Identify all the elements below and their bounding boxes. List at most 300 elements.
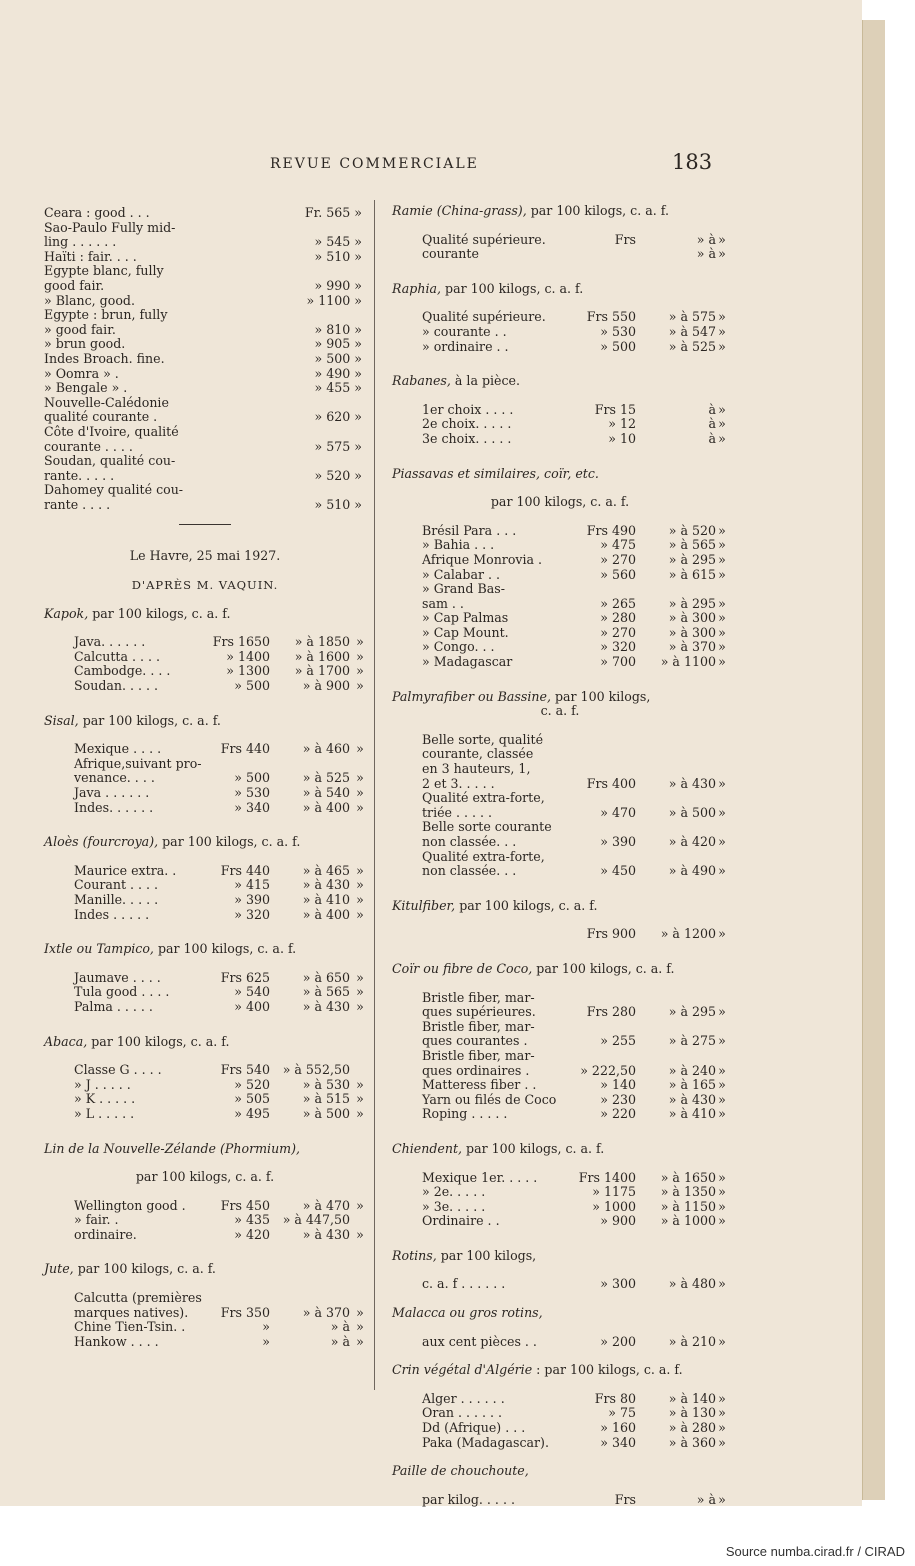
price-from: » 520 <box>234 1076 270 1092</box>
section-unit: par 100 kilogs, c. a. f. <box>82 712 221 728</box>
price-row <box>44 893 366 908</box>
price-row <box>392 1049 728 1064</box>
section-unit: par 100 kilogs, c. a. f. <box>466 1140 605 1156</box>
section-name: Kapok, <box>44 605 89 621</box>
price-to: » à <box>330 1333 350 1349</box>
product-name: Hankow . . . . <box>74 1334 159 1349</box>
price-from: Frs 550 <box>586 309 636 325</box>
price-end: » <box>718 595 726 611</box>
price-row <box>44 1063 366 1078</box>
section-unit: : par 100 kilogs, c. a. f. <box>536 1362 683 1378</box>
product-name: Oran . . . . . . <box>422 1406 503 1421</box>
price-row <box>44 206 366 221</box>
spacer <box>392 1378 728 1392</box>
price-to: » à 575 <box>668 309 716 325</box>
product-name: » Calabar . . <box>422 567 500 582</box>
section-name: Kitulfiber, <box>392 897 456 913</box>
product-name: Egypte : brun, fully <box>44 308 168 323</box>
price-to: » à 500 <box>302 1105 350 1121</box>
price-to: » à 530 <box>302 1076 350 1092</box>
spacer <box>392 219 728 233</box>
price-from: » 415 <box>234 877 270 893</box>
section-heading <box>44 1035 366 1050</box>
price-to: » à 400 <box>302 906 350 922</box>
product-name: par kilog. . . . . <box>422 1492 515 1507</box>
price-to: » à 400 <box>302 799 350 815</box>
product-name: » 3e. . . . . <box>422 1199 486 1214</box>
place-date: Le Havre, 25 mai 1927. <box>129 548 281 564</box>
price-row <box>44 1335 366 1350</box>
product-name: » J . . . . . <box>74 1077 131 1092</box>
price-from: » 700 <box>600 654 636 670</box>
section-heading <box>392 1306 728 1321</box>
price-end: » <box>356 1304 364 1320</box>
section-name: Malacca ou gros rotins, <box>392 1305 543 1321</box>
section-ramie <box>392 204 728 262</box>
price-end: » <box>718 522 726 538</box>
price-value: » 500 » <box>314 350 362 366</box>
product-name: Chine Tien-Tsin. . <box>74 1320 186 1335</box>
section-name: Aloès (fourcroya), <box>44 834 159 850</box>
spacer <box>44 1156 366 1170</box>
price-to: » à <box>696 1491 716 1507</box>
price-from: » 1400 <box>226 648 270 664</box>
price-end: » <box>718 1091 726 1107</box>
price-row <box>392 568 728 583</box>
price-end: » <box>718 804 726 820</box>
price-value: Fr. 565 » <box>304 205 362 220</box>
product-name: Courant . . . . <box>74 878 159 893</box>
price-end: » <box>356 1319 364 1335</box>
price-row <box>392 1277 728 1292</box>
product-name: Soudan, qualité cou- <box>44 454 176 469</box>
price-row <box>392 733 728 748</box>
price-end: » <box>356 648 364 664</box>
product-name: Qualité extra-forte, <box>422 849 545 864</box>
spacer <box>392 719 728 733</box>
product-name: 2 et 3. . . . . <box>422 776 495 791</box>
price-to: » à 1600 <box>294 648 350 664</box>
price-end: » <box>718 1198 726 1214</box>
section-name-2: (Phormium), <box>220 1140 301 1156</box>
price-end: » <box>718 246 726 262</box>
product-name: ling . . . . . . <box>44 235 117 250</box>
product-name: Egypte blanc, fully <box>44 264 164 279</box>
product-name: non classée. . . <box>422 864 517 879</box>
product-name: Paka (Madagascar). <box>422 1435 549 1450</box>
price-row <box>392 762 728 777</box>
section-heading <box>392 1464 728 1479</box>
section-crin <box>392 1363 728 1450</box>
price-row <box>44 498 366 513</box>
product-name: Haïti : fair. . . . <box>44 249 137 264</box>
price-from: » 12 <box>608 416 636 432</box>
price-end: » <box>718 231 726 247</box>
price-row <box>392 806 728 821</box>
price-to: » à 1150 <box>660 1198 716 1214</box>
price-from: » 200 <box>600 1333 636 1349</box>
price-from: » 500 <box>234 678 270 694</box>
spacer <box>392 1157 728 1171</box>
price-row <box>392 1171 728 1186</box>
section-chiendent <box>392 1142 728 1229</box>
section-kitul <box>392 899 728 942</box>
price-from: » 75 <box>608 1405 636 1421</box>
price-row <box>392 1436 728 1451</box>
section-unit: par 100 kilogs, c. a. f. <box>459 897 598 913</box>
section-aloes <box>44 835 366 922</box>
product-name: qualité courante . <box>44 410 158 425</box>
price-row <box>44 1000 366 1015</box>
price-end: » <box>718 1390 726 1406</box>
product-name: 3e choix. . . . . <box>422 431 512 446</box>
price-end: » <box>356 799 364 815</box>
price-to: à <box>708 416 716 432</box>
section-palmyra <box>392 690 728 879</box>
section-heading <box>44 714 366 729</box>
price-end: » <box>718 1077 726 1093</box>
price-row <box>44 1228 366 1243</box>
price-row <box>44 1213 366 1228</box>
price-value: » 810 » <box>314 321 362 337</box>
price-end: » <box>356 1105 364 1121</box>
price-row <box>44 279 366 294</box>
price-end: » <box>718 416 726 432</box>
price-row <box>392 927 728 942</box>
price-end: » <box>718 430 726 446</box>
price-row <box>392 553 728 568</box>
section-heading <box>44 1142 366 1157</box>
price-from: » 320 <box>600 639 636 655</box>
price-end: » <box>718 1062 726 1078</box>
price-end: » <box>356 862 364 878</box>
price-row <box>44 235 366 250</box>
running-header <box>0 150 862 180</box>
price-row <box>392 655 728 670</box>
price-row <box>44 1199 366 1214</box>
price-row <box>44 308 366 323</box>
price-end: » <box>718 1106 726 1122</box>
price-from: » 560 <box>600 566 636 582</box>
section-kapok <box>44 607 366 694</box>
price-row <box>44 679 366 694</box>
price-to: » à 370 <box>302 1304 350 1320</box>
price-row <box>392 1185 728 1200</box>
price-row <box>44 337 366 352</box>
product-name: Brésil Para . . . <box>422 523 517 538</box>
product-name: Indes. . . . . . <box>74 800 154 815</box>
section-abaca <box>44 1035 366 1122</box>
price-row <box>392 850 728 865</box>
price-value: » 490 » <box>314 365 362 381</box>
product-name: Belle sorte, qualité <box>422 732 544 747</box>
price-from: » 160 <box>600 1420 636 1436</box>
spacer <box>392 977 728 991</box>
price-end: » <box>718 1420 726 1436</box>
price-end: » <box>356 785 364 800</box>
price-end: » <box>718 551 726 567</box>
product-name: » ordinaire . . <box>422 339 509 354</box>
section-unit: par 100 kilogs, c. a. f. <box>162 834 301 850</box>
price-from: Frs 15 <box>594 401 636 417</box>
price-from: » 500 <box>234 770 270 786</box>
price-from: » 300 <box>600 1276 636 1292</box>
product-name: Qualité extra-forte, <box>422 791 545 806</box>
price-value: » 1100 » <box>306 292 362 308</box>
product-name: 1er choix . . . . <box>422 402 514 417</box>
product-name: Ordinaire . . <box>422 1214 500 1229</box>
price-row <box>44 483 366 498</box>
price-row <box>44 908 366 923</box>
product-name: Mexique . . . . <box>74 742 162 757</box>
price-from: » 280 <box>600 610 636 626</box>
price-to: » à 410 <box>668 1106 716 1122</box>
price-to: » à 565 <box>668 537 716 553</box>
price-to: » à 275 <box>668 1033 716 1049</box>
price-row <box>392 582 728 597</box>
section-name: Ramie <box>392 203 433 218</box>
price-to: » à 420 <box>668 834 716 849</box>
price-row <box>392 777 728 792</box>
price-row <box>392 524 728 539</box>
price-row <box>44 1320 366 1335</box>
price-end: » <box>718 834 726 849</box>
spacer <box>44 1049 366 1063</box>
price-end: » <box>356 891 364 907</box>
price-row <box>392 1406 728 1421</box>
product-name: Maurice extra. . <box>74 863 177 878</box>
price-row <box>392 538 728 553</box>
price-from: Frs 400 <box>586 775 636 791</box>
price-to: » à 500 <box>668 804 716 820</box>
price-to: » à 1100 <box>660 654 716 670</box>
section-unit: par 100 kilogs, c. a. f. <box>157 941 297 957</box>
price-from: » 900 <box>600 1213 636 1229</box>
price-from: Frs 625 <box>220 969 270 985</box>
price-from: » 390 <box>234 891 270 907</box>
price-row <box>392 791 728 806</box>
price-end: » <box>718 624 726 640</box>
product-name: Bristle fiber, mar- <box>422 990 535 1005</box>
price-row <box>44 742 366 757</box>
price-row <box>392 403 728 418</box>
price-from: » 270 <box>600 551 636 567</box>
price-row <box>44 971 366 986</box>
price-end: » <box>718 639 726 655</box>
price-end: » <box>718 863 726 879</box>
section-sisal <box>44 714 366 816</box>
price-to: à <box>708 401 716 417</box>
price-from: Frs 440 <box>220 741 270 757</box>
price-to: » à 615 <box>668 566 716 582</box>
product-name: Manille. . . . . <box>74 892 159 907</box>
section-heading <box>44 835 366 850</box>
price-value: » 990 » <box>314 277 362 293</box>
price-to: » à 460 <box>302 741 350 757</box>
price-end: » <box>356 969 364 985</box>
price-to: » à 480 <box>668 1276 716 1292</box>
price-row <box>44 1291 366 1306</box>
spacer <box>44 728 366 742</box>
price-to: » à 430 <box>668 1091 716 1107</box>
price-row <box>44 635 366 650</box>
product-name: » Cap Palmas <box>422 611 509 626</box>
section-name: Jute, <box>44 1261 74 1277</box>
product-name: Matteress fiber . . <box>422 1078 537 1093</box>
section-rotins <box>392 1249 728 1292</box>
section-name: Ixtle ou Tampico, <box>44 941 154 957</box>
section-heading <box>44 1262 366 1277</box>
price-end: » <box>718 401 726 417</box>
price-to: » à 430 <box>302 1226 350 1242</box>
product-name: venance. . . . <box>74 771 155 786</box>
section-name: Palmyrafiber ou Bassine, <box>392 688 551 704</box>
price-to: » à 280 <box>668 1420 716 1436</box>
product-name: Wellington good . <box>74 1198 186 1213</box>
price-from: Frs 540 <box>220 1062 270 1078</box>
price-row <box>44 1306 366 1321</box>
section-name: Coïr ou fibre de Coco, <box>392 960 533 976</box>
section-heading <box>392 899 728 914</box>
product-name: » Bahia . . . <box>422 538 495 553</box>
price-from: » 340 <box>234 799 270 815</box>
section-unit: par 100 kilogs, c. a. f. <box>530 203 669 218</box>
section-heading <box>392 282 728 297</box>
price-to: » à 430 <box>302 998 350 1014</box>
price-to: » à 565 <box>302 984 350 1000</box>
price-from: » 1000 <box>592 1198 636 1214</box>
price-end: » <box>718 1169 726 1185</box>
product-name: ordinaire. <box>74 1227 137 1242</box>
section-name: Paille de chouchoute, <box>392 1463 529 1479</box>
price-row <box>392 747 728 762</box>
product-name: ques ordinaires . <box>422 1063 530 1078</box>
price-to: » à 410 <box>302 891 350 907</box>
price-row <box>392 1020 728 1035</box>
section-name: Rotins, <box>392 1247 437 1263</box>
price-row <box>392 1200 728 1215</box>
product-name: sam . . <box>422 596 464 611</box>
price-end: » <box>718 610 726 626</box>
price-end: » <box>356 663 364 679</box>
price-to: » à 300 <box>668 624 716 640</box>
price-value: » 510 » <box>314 248 362 264</box>
product-name: en 3 hauteurs, 1, <box>422 762 531 777</box>
product-name: courante <box>422 247 479 262</box>
page-edge <box>862 20 885 1500</box>
section-paille <box>392 1464 728 1507</box>
section-piassavas <box>392 467 728 670</box>
price-to: » à 540 <box>302 785 350 800</box>
price-from: » 1300 <box>226 663 270 679</box>
product-name: aux cent pièces . . <box>422 1334 537 1349</box>
price-row <box>44 985 366 1000</box>
price-from: Frs <box>614 1491 636 1507</box>
price-end: » <box>718 1491 726 1507</box>
price-end: » <box>718 1434 726 1450</box>
price-from: » 265 <box>600 595 636 611</box>
section-unit: par 100 kilogs, c. a. f. <box>77 1261 216 1277</box>
product-name: Indes Broach. fine. <box>44 351 165 366</box>
section-unit: par 100 kilogs, c. a. f. <box>135 1169 275 1185</box>
price-from: » 530 <box>600 323 636 339</box>
product-name: Mexique 1er. . . . . <box>422 1170 538 1185</box>
product-name: Côte d'Ivoire, qualité <box>44 424 179 439</box>
product-name: Afrique,suivant pro- <box>74 756 202 771</box>
product-name: c. a. f . . . . . . <box>422 1277 506 1292</box>
price-to: » à 295 <box>668 595 716 611</box>
price-from: » 540 <box>234 984 270 1000</box>
price-to: à <box>708 430 716 446</box>
price-to: » à 1850 <box>294 634 350 650</box>
price-to: » à 360 <box>668 1434 716 1450</box>
section-heading <box>392 374 728 389</box>
section-name: Rabanes, <box>392 373 451 389</box>
price-from: » 340 <box>600 1434 636 1450</box>
product-name: Belle sorte courante <box>422 820 552 835</box>
price-end: » <box>356 906 364 922</box>
price-row <box>44 367 366 382</box>
price-to: » à <box>696 246 716 262</box>
section-name: Sisal, <box>44 712 79 728</box>
price-row <box>44 786 366 801</box>
price-to: » à 515 <box>302 1091 350 1107</box>
section-name: Chiendent, <box>392 1140 463 1156</box>
product-name: Java. . . . . . <box>74 635 146 650</box>
price-row <box>392 1107 728 1122</box>
price-row <box>44 864 366 879</box>
product-name: Palma . . . . . <box>74 999 153 1014</box>
price-to: » à 552,50 <box>282 1062 350 1078</box>
price-from: » 255 <box>600 1033 636 1049</box>
price-to: » à 470 <box>302 1197 350 1213</box>
price-row <box>392 1078 728 1093</box>
price-from: Frs 350 <box>220 1304 270 1320</box>
product-name: Calcutta (premières <box>74 1291 202 1306</box>
product-name: Java . . . . . . <box>74 786 150 800</box>
price-from: » <box>262 1333 270 1349</box>
section-heading <box>44 942 366 957</box>
product-name: good fair. <box>44 278 105 293</box>
price-row <box>44 410 366 425</box>
price-from: » 230 <box>600 1091 636 1107</box>
section-unit: par 100 kilogs, c. a. f. <box>445 280 584 296</box>
price-value: » 510 » <box>314 496 362 512</box>
price-row <box>392 1493 728 1508</box>
section-heading <box>392 690 728 705</box>
price-to: » à 165 <box>668 1077 716 1093</box>
price-end: » <box>718 1333 726 1349</box>
price-to: » à 370 <box>668 639 716 655</box>
spacer <box>392 296 728 310</box>
section-coir <box>392 962 728 1122</box>
price-row <box>392 432 728 447</box>
price-to: » à 1700 <box>294 663 350 679</box>
price-to: » à 525 <box>668 338 716 354</box>
price-row <box>392 597 728 612</box>
price-end: » <box>718 926 726 942</box>
price-row <box>392 1335 728 1350</box>
price-end: » <box>356 984 364 1000</box>
product-name: » courante . . <box>422 324 507 339</box>
price-row <box>44 469 366 484</box>
product-name: rante . . . . <box>44 497 111 512</box>
price-end: » <box>356 634 364 650</box>
price-to: » à 130 <box>668 1405 716 1421</box>
price-row <box>392 340 728 355</box>
product-name: 2e choix. . . . . <box>422 417 512 432</box>
section-ixtle <box>44 942 366 1014</box>
